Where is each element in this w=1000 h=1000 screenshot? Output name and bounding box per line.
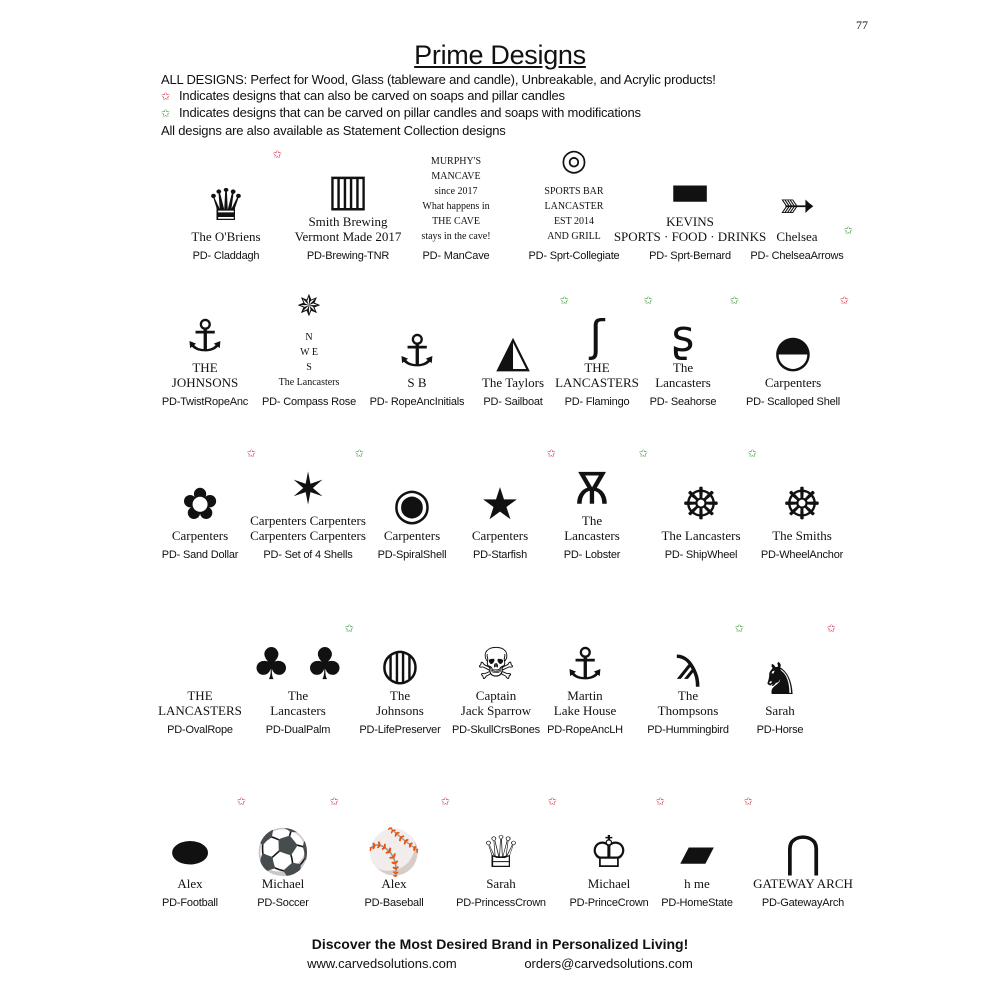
design-artwork-text: since 2017 bbox=[434, 186, 478, 197]
badge-icon: ◎ bbox=[560, 143, 588, 178]
design-artwork-text: Michael bbox=[261, 876, 305, 891]
arrows-icon: ➳ bbox=[778, 180, 816, 231]
design-artwork bbox=[145, 290, 265, 390]
design-artwork-text: Carpenters Carpenters bbox=[250, 528, 366, 543]
design-artwork-text: EST 2014 bbox=[553, 216, 595, 227]
design-code-label: PD-SpiralShell bbox=[377, 549, 447, 561]
red-star-icon: ✩ bbox=[826, 623, 836, 635]
seahorse-icon: ʂ bbox=[671, 311, 695, 362]
red-star-icon: ✩ bbox=[546, 448, 556, 460]
intro-line: All designs are also available as Statement Collection designs bbox=[161, 122, 506, 138]
design-code-label: PD- Compass Rose bbox=[262, 396, 356, 408]
design-artwork bbox=[140, 443, 260, 543]
design-artwork bbox=[743, 791, 863, 891]
wheel-anchor-icon: ☸ bbox=[782, 479, 822, 530]
design-artwork-text: Carpenters bbox=[383, 528, 441, 543]
design-item bbox=[525, 618, 645, 738]
red-star-icon: ✩ bbox=[839, 295, 849, 307]
design-artwork-text: The O'Briens bbox=[191, 229, 261, 244]
green-star-legend: Indicates designs that can be carved on pillar candles and soaps with modifications bbox=[179, 105, 641, 120]
design-item bbox=[288, 144, 408, 264]
design-code-label: PD-LifePreserver bbox=[359, 724, 441, 736]
green-star-icon: ✩ bbox=[734, 623, 744, 635]
design-artwork bbox=[166, 144, 286, 244]
design-artwork-text: What happens in bbox=[422, 201, 490, 212]
green-star-icon: ✩ bbox=[843, 225, 853, 237]
footer-links bbox=[0, 956, 1000, 971]
design-artwork bbox=[248, 443, 368, 543]
soccer-ball-icon: ⚽ bbox=[255, 827, 311, 878]
spiral-shell-icon: ◉ bbox=[392, 479, 432, 530]
design-artwork-text: Thompsons bbox=[657, 703, 719, 718]
design-artwork-text: LANCASTERS bbox=[158, 703, 242, 718]
lobster-icon: Ѫ bbox=[574, 464, 610, 515]
horse-icon: ♞ bbox=[760, 654, 800, 705]
design-code-label: PD-WheelAnchor bbox=[760, 549, 844, 561]
anchor-icon: ⚓ bbox=[185, 311, 225, 362]
design-code-label: PD- Sand Dollar bbox=[161, 549, 239, 561]
design-artwork-text: W E bbox=[300, 347, 318, 358]
starfish-icon: ★ bbox=[480, 479, 520, 530]
design-artwork-text: Lancasters bbox=[655, 375, 711, 390]
design-artwork-text: Jack Sparrow bbox=[460, 703, 532, 718]
design-artwork bbox=[249, 290, 369, 390]
design-code-label: PD-TwistRopeAnc bbox=[161, 396, 249, 408]
design-artwork bbox=[441, 791, 561, 891]
design-artwork-text: The Taylors bbox=[481, 375, 545, 390]
design-artwork-text: S bbox=[306, 362, 312, 373]
design-artwork-text: THE bbox=[187, 688, 213, 703]
design-artwork-text: stays in the cave! bbox=[421, 231, 491, 242]
email-link[interactable]: orders@carvedsolutions.com bbox=[524, 956, 693, 971]
design-artwork-text: The bbox=[287, 688, 309, 703]
design-artwork bbox=[637, 791, 757, 891]
design-artwork-text: The bbox=[581, 513, 603, 528]
design-artwork-text: The bbox=[389, 688, 411, 703]
design-artwork-text: Carpenters bbox=[171, 528, 229, 543]
design-item bbox=[532, 443, 652, 563]
design-code-label: PD-DualPalm bbox=[265, 724, 331, 736]
green-star-icon: ✩ bbox=[559, 295, 569, 307]
red-star-icon: ✩ bbox=[743, 796, 753, 808]
design-item bbox=[140, 443, 260, 563]
red-star-icon: ✩ bbox=[329, 796, 339, 808]
compass-icon: ✵ bbox=[296, 289, 322, 324]
design-artwork-text: The Lancasters bbox=[661, 528, 741, 543]
claddagh-icon: ♛ bbox=[206, 180, 246, 231]
design-artwork-text: Carpenters bbox=[764, 375, 822, 390]
design-artwork-text: Lake House bbox=[553, 703, 617, 718]
footer-tagline: Discover the Most Desired Brand in Personalized Living! bbox=[311, 936, 689, 952]
design-code-label: PD-SkullCrsBones bbox=[452, 724, 540, 736]
design-artwork bbox=[525, 618, 645, 718]
baseball-icon: ⚾ bbox=[366, 827, 422, 878]
skull-icon: ☠ bbox=[476, 639, 516, 690]
sailboat-icon: ◭ bbox=[496, 326, 530, 377]
design-item bbox=[514, 144, 634, 264]
design-item bbox=[166, 144, 286, 264]
design-artwork-text: Alex bbox=[381, 876, 407, 891]
design-code-label: PD-OvalRope bbox=[167, 724, 233, 736]
design-artwork-text: Captain bbox=[475, 688, 517, 703]
design-artwork-text: GATEWAY ARCH bbox=[753, 876, 853, 891]
red-star-icon: ✩ bbox=[547, 796, 557, 808]
shell-icon: ◓ bbox=[773, 326, 813, 377]
page-number: 77 bbox=[856, 18, 868, 32]
red-star-icon: ✩ bbox=[246, 448, 256, 460]
design-artwork-text: SPORTS BAR bbox=[544, 186, 604, 197]
design-artwork-text: Sarah bbox=[765, 703, 795, 718]
design-code-label: PD-RopeAncLH bbox=[547, 724, 623, 736]
design-code-label: PD- RopeAncInitials bbox=[369, 396, 465, 408]
red-star-icon: ✩ bbox=[655, 796, 665, 808]
green-star-icon: ✩ bbox=[161, 108, 171, 120]
design-artwork bbox=[396, 144, 516, 244]
green-star-icon: ✩ bbox=[729, 295, 739, 307]
design-artwork-text: Carpenters bbox=[471, 528, 529, 543]
design-artwork-text: JOHNSONS bbox=[171, 375, 239, 390]
design-artwork-text: THE bbox=[192, 360, 218, 375]
intro bbox=[161, 72, 716, 138]
design-artwork-text: LANCASTER bbox=[544, 201, 604, 212]
design-artwork-text: AND GRILL bbox=[547, 231, 601, 242]
design-code-label: PD-Horse bbox=[756, 724, 804, 736]
green-star-icon: ✩ bbox=[344, 623, 354, 635]
design-artwork-text: The bbox=[672, 360, 694, 375]
design-item bbox=[623, 290, 743, 410]
design-code-label: PD-Soccer bbox=[257, 897, 309, 909]
design-item bbox=[249, 290, 369, 410]
football-icon: ⬬ bbox=[171, 827, 209, 878]
flamingo-icon: ʃ bbox=[589, 311, 605, 362]
red-star-icon: ✩ bbox=[272, 149, 282, 161]
design-artwork-text: Chelsea bbox=[776, 229, 818, 244]
design-artwork bbox=[532, 443, 652, 543]
shells-icon: ✶ bbox=[289, 464, 327, 515]
design-item bbox=[223, 791, 343, 911]
life-preserver-icon: ◍ bbox=[380, 639, 420, 690]
design-item bbox=[743, 791, 863, 911]
design-artwork-text: Alex bbox=[177, 876, 203, 891]
princess-crown-icon: ♕ bbox=[481, 827, 521, 878]
design-artwork-text: Carpenters Carpenters bbox=[250, 513, 366, 528]
design-artwork-text: The Lancasters bbox=[278, 377, 340, 388]
anchor-icon: ⚓ bbox=[565, 639, 605, 690]
design-item bbox=[720, 618, 840, 738]
design-code-label: PD- Sailboat bbox=[483, 396, 543, 408]
design-artwork-text: The Smiths bbox=[772, 528, 832, 543]
design-item bbox=[334, 791, 454, 911]
prince-crown-icon: ♔ bbox=[589, 827, 629, 878]
design-code-label: PD- Set of 4 Shells bbox=[263, 549, 353, 561]
red-star-legend: Indicates designs that can also be carved on soaps and pillar candles bbox=[179, 87, 565, 103]
banner-icon: ▬ bbox=[669, 165, 711, 216]
design-artwork bbox=[334, 791, 454, 891]
design-code-label: PD- Scalloped Shell bbox=[745, 396, 841, 408]
design-artwork-text: h me bbox=[684, 876, 710, 891]
red-star-icon: ✩ bbox=[440, 796, 450, 808]
design-artwork-text: LANCASTERS bbox=[555, 375, 639, 390]
design-code-label: PD- Lobster bbox=[563, 549, 621, 561]
design-artwork-text: SPORTS · FOOD · DRINKS bbox=[613, 229, 767, 244]
design-item bbox=[742, 443, 862, 563]
sand-dollar-icon: ✿ bbox=[181, 479, 219, 530]
design-code-label: PD-Baseball bbox=[364, 897, 424, 909]
design-code-label: PD-Starfish bbox=[472, 549, 528, 561]
design-artwork-text: The bbox=[677, 688, 699, 703]
design-item bbox=[248, 443, 368, 563]
design-artwork bbox=[742, 443, 862, 543]
design-artwork-text: Michael bbox=[587, 876, 631, 891]
design-item bbox=[733, 290, 853, 410]
page-title: Prime Designs bbox=[414, 40, 586, 70]
design-artwork-text: Lancasters bbox=[564, 528, 620, 543]
design-artwork-text: THE CAVE bbox=[432, 216, 480, 227]
green-star-icon: ✩ bbox=[643, 295, 653, 307]
design-code-label: PD-Brewing-TNR bbox=[306, 250, 390, 262]
design-artwork-text: Lancasters bbox=[270, 703, 326, 718]
design-artwork-text: Martin bbox=[567, 688, 603, 703]
state-map-icon: ▰ bbox=[680, 827, 714, 878]
design-artwork bbox=[223, 791, 343, 891]
anchor-icon: ⚓ bbox=[397, 326, 437, 377]
website-link[interactable]: www.carvedsolutions.com bbox=[307, 956, 457, 971]
design-artwork bbox=[288, 144, 408, 244]
design-artwork-text: Vermont Made 2017 bbox=[294, 229, 402, 244]
design-artwork-text: THE bbox=[584, 360, 610, 375]
design-item bbox=[441, 791, 561, 911]
design-code-label: PD- ChelseaArrows bbox=[750, 250, 844, 262]
design-artwork-text: MURPHY'S bbox=[430, 156, 482, 167]
design-code-label: PD-PrincessCrown bbox=[456, 897, 546, 909]
palm-trees-icon: ♣ ♣ bbox=[251, 639, 345, 690]
design-code-label: PD- ShipWheel bbox=[664, 549, 738, 561]
design-item bbox=[396, 144, 516, 264]
red-star-icon: ✩ bbox=[236, 796, 246, 808]
design-artwork-text: S B bbox=[407, 375, 427, 390]
design-artwork-text: N bbox=[305, 332, 313, 343]
design-code-label: PD- Seahorse bbox=[649, 396, 717, 408]
design-code-label: PD- Sprt-Collegiate bbox=[528, 250, 620, 262]
design-item bbox=[737, 144, 857, 264]
design-artwork bbox=[720, 618, 840, 718]
design-artwork-text: Sarah bbox=[486, 876, 516, 891]
design-artwork bbox=[733, 290, 853, 390]
design-artwork-text: MANCAVE bbox=[431, 171, 481, 182]
barrel-icon: ▥ bbox=[327, 165, 369, 216]
design-artwork bbox=[623, 290, 743, 390]
design-artwork bbox=[737, 144, 857, 244]
green-star-icon: ✩ bbox=[747, 448, 757, 460]
design-code-label: PD-GatewayArch bbox=[761, 897, 845, 909]
design-artwork-text: Smith Brewing bbox=[308, 214, 388, 229]
design-code-label: PD-HomeState bbox=[661, 897, 733, 909]
red-star-icon: ✩ bbox=[161, 90, 171, 103]
design-code-label: PD-Hummingbird bbox=[647, 724, 729, 736]
green-star-icon: ✩ bbox=[638, 448, 648, 460]
design-item bbox=[637, 791, 757, 911]
design-code-label: PD- Flamingo bbox=[564, 396, 630, 408]
design-artwork bbox=[613, 144, 767, 244]
gateway-arch-icon: ⋂ bbox=[784, 827, 822, 878]
green-star-icon: ✩ bbox=[354, 448, 364, 460]
hummingbird-icon: ϡ bbox=[674, 639, 702, 690]
design-code-label: PD-PrinceCrown bbox=[569, 897, 649, 909]
design-artwork-text: Johnsons bbox=[376, 703, 424, 718]
design-item bbox=[613, 144, 767, 264]
design-artwork-text: KEVINS bbox=[666, 214, 714, 229]
intro-line: ALL DESIGNS: Perfect for Wood, Glass (tableware and candle), Unbreakable, and Acrylic products! bbox=[161, 72, 716, 87]
design-item bbox=[145, 290, 265, 410]
design-code-label: PD-Football bbox=[162, 897, 218, 909]
ship-wheel-icon: ☸ bbox=[681, 479, 721, 530]
design-code-label: PD- ManCave bbox=[422, 250, 490, 262]
design-code-label: PD- Claddagh bbox=[192, 250, 260, 262]
design-code-label: PD- Sprt-Bernard bbox=[649, 250, 731, 262]
